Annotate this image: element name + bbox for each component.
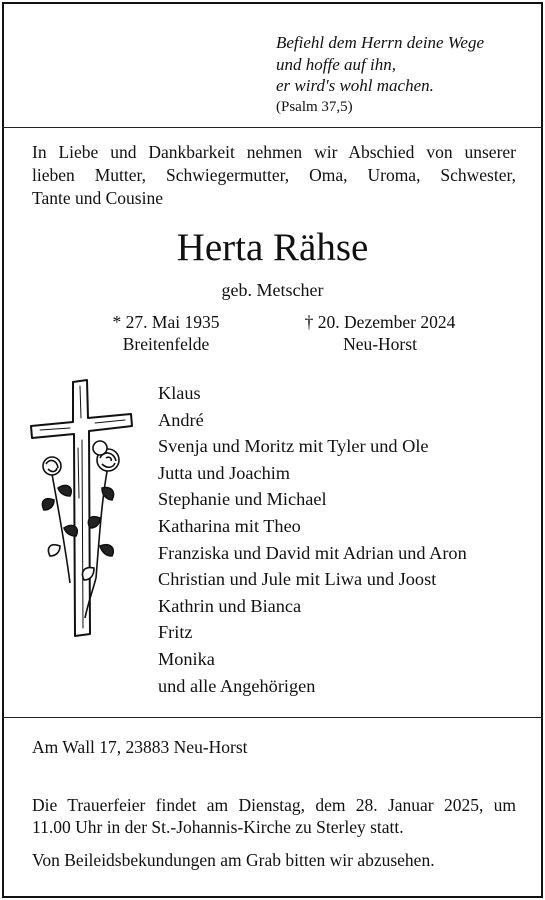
maiden-name: geb. Metscher (221, 280, 324, 300)
service-line: 11.00 Uhr in der St.-Johannis-Kirche zu Sterley statt. (32, 817, 404, 837)
mourner-entry: Fritz (158, 622, 193, 643)
death-place: Neu-Horst (343, 334, 417, 354)
funeral-service-info (32, 794, 516, 838)
mourner-entry: Jutta und Joachim (158, 462, 291, 483)
birth-info (94, 311, 238, 355)
family-address: Am Wall 17, 23883 Neu-Horst (32, 737, 248, 757)
mourner-entry: Svenja und Moritz mit Tyler und Ole (158, 436, 429, 457)
cross-with-roses-icon (30, 378, 140, 645)
mourner-entry: Stephanie und Michael (158, 489, 327, 510)
mourner-entry: Katharina mit Theo (158, 515, 301, 536)
birth-place: Breitenfelde (122, 334, 210, 354)
intro-line: Tante und Cousine (32, 188, 163, 208)
mourners-list (158, 380, 467, 699)
verse-line: er wird's wohl machen. (276, 76, 434, 95)
intro-line: In Liebe und Dankbarkeit nehmen wir Abschied von unserer (32, 142, 516, 162)
mourner-entry: Klaus (158, 383, 201, 403)
top-divider (2, 127, 543, 128)
verse-reference: (Psalm 37,5) (276, 98, 353, 115)
mourner-entry: und alle Angehörigen (158, 675, 316, 696)
mourner-entry: Franziska und David mit Adrian und Aron (158, 542, 467, 563)
mourner-entry: Christian und Jule mit Liwa und Joost (158, 569, 437, 590)
bottom-divider (2, 717, 543, 718)
death-date: † 20. Dezember 2024 (304, 312, 456, 332)
death-info (280, 311, 480, 355)
mourner-entry: Monika (158, 648, 215, 669)
verse-line: Befiehl dem Herrn deine Wege (276, 33, 485, 52)
condolence-note: Von Beileidsbekundungen am Grab bitten wir abzusehen. (32, 850, 435, 870)
mourner-entry: André (158, 409, 204, 430)
service-line: Die Trauerfeier findet am Dienstag, dem 28. Januar 2025, um (32, 795, 516, 815)
verse-line: und hoffe auf ihn, (276, 54, 396, 74)
intro-text (32, 141, 516, 210)
deceased-name: Herta Rähse (176, 226, 369, 269)
bible-verse (276, 32, 484, 118)
birth-date: * 27. Mai 1935 (112, 312, 220, 332)
intro-line: lieben Mutter, Schwiegermutter, Oma, Uroma, Schwester, (32, 165, 516, 185)
mourner-entry: Kathrin und Bianca (158, 595, 302, 616)
